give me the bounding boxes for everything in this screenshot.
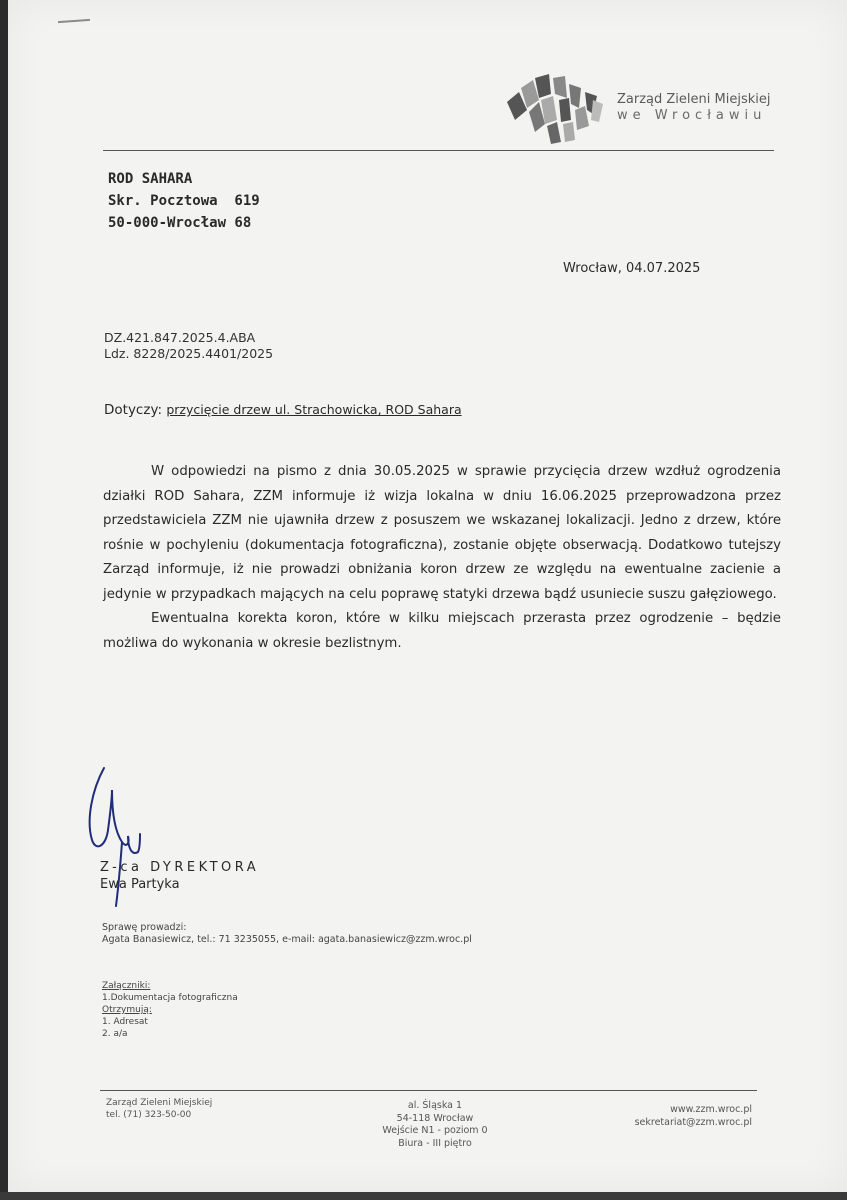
zzm-logo-icon [505,74,605,144]
footer-divider [100,1090,757,1091]
footer-street: al. Śląska 1 [407,1100,463,1111]
org-city: we Wrocławiu [617,108,767,123]
body-paragraph-1: W odpowiedzi na pismo z dnia 30.05.2025 w sprawie przycięcia drzew wzdłuż ogrodzenia działki ROD Sahara, ZZM informuje iż wizja lokalna w dniu 16.06.2025 przeprowadzona przez przedstawiciela ZZM nie ujawniła drzew z posuszem we wskazanej lokalizacji. Jedno z drzew, które rośnie w pochyleniu (dokumentacja fotograficzna), zostanie objęte obserwacją. Dodatkowo tutejszy Zarząd informuje, iż nie prowadzi obniżania koron drzew ze względu na ewentualne zacienie a jedynie w przypadkach mających na celu poprawę statyki drzewa bądź usuniecie suszu gałęziowego. [103,464,781,602]
attachments-label: Załączniki: [102,981,151,991]
recipients-label: Otrzymują: [102,1005,152,1015]
body-paragraph-2: Ewentualna korekta koron, które w kilku miejscach przerasta przez ogrodzenie – będzie możliwa do wykonania w okresie bezlistnym. [103,611,781,651]
case-handler [102,922,472,946]
footer-org: Zarząd Zieleni Miejskiej [106,1098,213,1108]
reference-1: DZ.421.847.2025.4.ABA [104,330,256,345]
footer-offices: Biura - III piętro [398,1137,472,1149]
subject-label: Dotyczy: [104,402,163,418]
letter-date: Wrocław, 04.07.2025 [563,261,701,276]
subject-line [104,402,462,418]
reference-2: Ldz. 8228/2025.4401/2025 [104,346,274,361]
background-edge [0,1192,847,1200]
recipient-po-box: Skr. Pocztowa 619 [108,193,260,209]
org-name: Zarząd Zieleni Miejskiej [617,92,771,107]
signatory-name: Ewa Partyka [100,877,180,892]
attachments-block [102,980,238,1040]
handler-details: Agata Banasiewicz, tel.: 71 3235055, e-mail: agata.banasiewicz@zzm.wroc.pl [102,934,472,945]
footer-entrance: Wejście N1 - poziom 0 [382,1125,488,1136]
footer-website: www.zzm.wroc.pl [670,1104,752,1115]
footer-email: sekretariat@zzm.wroc.pl [634,1117,752,1128]
recipient-address [108,168,260,234]
handler-label: Sprawę prowadzi: [102,922,187,933]
recipient-postal: 50-000-Wrocław 68 [108,215,252,231]
attachment-item-1: 1.Dokumentacja fotograficzna [102,993,238,1003]
reference-numbers [104,330,273,362]
footer-postal: 54-118 Wrocław [396,1112,474,1124]
recipient-item-1: 1. Adresat [102,1017,148,1027]
signatory-title: Z-ca DYREKTORA [100,860,260,875]
recipient-name: ROD SAHARA [108,171,193,187]
footer-contact [600,1103,752,1129]
header-divider [103,150,774,151]
letter-body [103,460,781,656]
subject-value: przycięcie drzew ul. Strachowicka, ROD Sahara [166,402,462,417]
footer-left [106,1097,212,1121]
footer-phone: tel. (71) 323-50-00 [106,1110,192,1120]
recipient-item-2: 2. a/a [102,1029,128,1039]
footer-address [355,1100,515,1150]
